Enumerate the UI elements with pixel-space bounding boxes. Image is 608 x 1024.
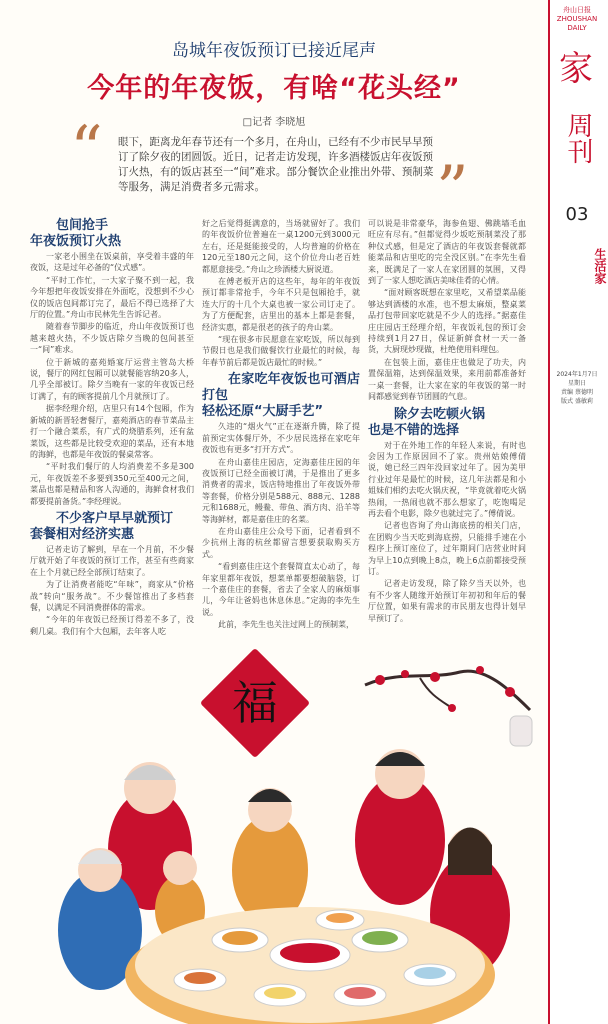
newspaper-logo: 舟山日报 ZHOUSHAN DAILY <box>556 6 598 32</box>
column-3-paragraph: 可以说是非常豪华，海参鱼翅、佛跳墙毛血旺应有尽有。”但都觉得少坂吃预制菜没了那种仪式感，但是定了酒店的年夜饭套餐就都能菜品和店里吃的完全没区别。”在李先生看来，既满足了一家人在家团圆的氛围，又得到了一家人想吃酒店美味佳肴的心情。 <box>368 219 526 286</box>
section-name: 生活家 <box>593 248 607 284</box>
column-2-paragraph: 此前，李先生也关注过网上的预制菜， <box>218 620 354 630</box>
issue-meta <box>552 370 602 406</box>
column-3-paragraph: 记者也咨询了舟山海底捞的相关门店，在团购少当天吃到海底捞，只能排手速在小程序上预订座位了，过年期间门店营业时间为早上10点到晚上8点，晚上6点前都接受预订。 <box>368 521 526 576</box>
family-dinner-illustration <box>40 740 540 1024</box>
column-1-heading-2: 不少客户早早就预订 套餐相对经济实惠 <box>30 510 174 542</box>
article-lead: 眼下，距离龙年春节还有一个多月，在舟山，已经有不少市民早早预订了除夕夜的团圆饭。近日，记者走访发现，许多酒楼饭店年夜饭预订火热，有的饭店甚至一“间”难求。部分餐饮企业推出外带、预制菜等服务，满足消费者多元需求。 <box>118 136 434 193</box>
column-1-paragraph: “平时我们餐厅的人均消费差不多是300元，年夜饭差不多要到350元至400元之间，菜品也都是精品和客人沟通的，海鲜食材我们都要提前备货。”李经理说。 <box>30 462 194 506</box>
column-2-paragraph: “现在很多市民愿意在家吃饭，所以每到节假日也是我们做餐饮行业最忙的时候，每年春节前后都是饭店最忙的时候。” <box>202 335 360 367</box>
column-char: 家 <box>559 49 593 89</box>
article-column-1 <box>30 218 194 770</box>
article-column-3 <box>368 218 526 688</box>
column-2-paragraph: 久违的“烟火气”正在逐渐升腾，除了提前预定实体餐厅外，不少居民选择在家吃年夜饭也有更多“打开方式”。 <box>202 422 360 455</box>
plum-blossom-illustration <box>360 650 540 750</box>
column-1-paragraph: 位于新城的嘉苑婚宴厅运营主管岛大桥说，餐厅的网红包厢可以就餐能容纳20多人，几乎全部被订。除夕当晚有一家的年夜饭已经订满了，有的顾客提前几个月就预订了。 <box>30 357 194 401</box>
newspaper-sidebar <box>550 0 607 1024</box>
column-3-paragraph: 对于在外地工作的年轻人来说，有时也会因为工作原因回不了家。贵州姑娘傅倩说，她已经三四年没回家过年了。因为美甲行业过年是最忙的时候，这几年法都是和小姐妹们相约去吃火锅庆祝，“毕竟就着吃火锅热闹，一热闹也就不那么想家了，吃饱喝足再去看个电影，除夕也就过完了。”傅倩说。 <box>368 440 526 518</box>
open-quote-icon: “ <box>70 113 103 187</box>
page-number: 03 <box>565 204 589 225</box>
column-2-heading: 在家吃年夜饭也可酒店打包 轻松还原“大厨手艺” <box>202 372 360 420</box>
column-2-paragraph: 在舟山嘉佳庄园店，定海嘉佳庄园的年夜饭预订已经全面被订满，于是推出了更多消费者的需求，饭店特地推出了年夜饭外带等套餐，价格分别是588元、888元、1288元和1688元，鳗鲞、带鱼、酒方肉、沿羊等等海鲜材，都是嘉佳庄的名菜。 <box>202 457 360 524</box>
issue-layout: 版式 盛敏莉 <box>561 398 593 405</box>
column-3-heading: 除夕去吃顿火锅 也是不错的选择 <box>368 406 486 438</box>
column-2-paragraph: “看到嘉佳庄这个套餐简直太心动了，每年家里都年夜饭，想菜单都要想破脑袋，订一个嘉佳庄的套餐，省去了全家人的麻烦事儿，今年让爸妈也休息休息。”定海的李先生说。 <box>202 562 360 617</box>
column-1-paragraph: “今年的年夜饭已经预订得差不多了，没剩几桌。我们有个大包厢，去年客人吃 <box>30 615 194 636</box>
column-3-paragraph: 在包装上面，嘉佳庄也做足了功夫，内置保温箱，达到保温效果，来用前都准备好一桌一套餐，让大家在家的年夜饭的第一时间都感觉到春节团圆的气息。 <box>368 357 526 402</box>
issue-weekday: 星期日 <box>567 380 586 387</box>
column-1-paragraph: 随着春节脚步的临近，舟山年夜饭预订也越来越火热，不少饭店除夕当晚的包间甚至一“间”难求。 <box>30 322 194 355</box>
article-headline: 今年的年夜饭，有啥“花头经” <box>87 73 461 104</box>
issue-date: 2024年1月7日 <box>556 371 598 378</box>
column-1-paragraph: 记者走访了解到，早在一个月前，不少餐厅就开始了年夜饭的预订工作，甚至有些商家在上个月就已经全部预订结束了。 <box>30 544 194 577</box>
issue-editor: 责编 蔡德明 <box>561 389 593 396</box>
article-column-2 <box>202 218 360 654</box>
column-1-paragraph: “平时工作忙，一大家子聚不到一起，我今年想把年夜饭安排在外面吃，没想到不少心仪的饭店包间都订完了，最后不得已选择了大厅的位置。”舟山市民林先生告诉记者。 <box>30 275 194 320</box>
column-1-paragraph: 为了让消费者能吃“年味”，商家从“价格战”转向“服务战”。不少餐馆推出了多档套餐，以满足不同消费群体的需求。 <box>30 580 194 612</box>
column-3-paragraph: “面对顾客既想在家里吃，又希望菜品能够达到酒楼的水准，也不想太麻烦，整桌菜品打包带回家吃就是不少人的选择。”据嘉佳庄庄园店王经理介绍，年夜饭礼包的预订会持续到1月27日，保证新鲜食材一天一备货，大厨现炒现做，杜绝使用料理包。 <box>368 288 526 355</box>
column-1-heading: 包间抢手 年夜饭预订火热 <box>30 218 122 249</box>
fu-character: 福 <box>232 676 278 730</box>
column-2-paragraph: 好之后觉得挺满意的，当场就留好了。我们的年夜饭价位普遍在一桌1200元到3000元左右，还是挺能接受的，人均普遍的价格在120元至180元之间，这个价位舟山老百姓都愿意接受。”舟山之珍酒楼大厨说道。 <box>202 219 360 274</box>
column-2-paragraph: 在傅老板开店的这些年，每年的年夜饭预订都非常抢手，今年不只是包厢抢手，就连大厅的十几个大桌也被一家公司订走了。为了方便配套，店里出的基本上都是套餐，经济实惠，都是很老的孩子的舟山菜。 <box>202 277 360 332</box>
column-3-paragraph: 记者走访发现，除了除夕当天以外，也有不少客人随缘开始预订年初初和年后的餐厅位置，如果有需求的市民朋友也得计划早早预订了。 <box>368 579 526 623</box>
close-quote-icon: ” <box>436 153 469 227</box>
column-2-paragraph: 在舟山嘉佳庄公众号下面，记者看到不少抗州上海的杭丝都留言想要获取购买方式。 <box>202 526 360 559</box>
article-byline: □记者 李晓旭 <box>242 117 306 128</box>
article-kicker: 岛城年夜饭预订已接近尾声 <box>172 41 376 61</box>
column-1-paragraph: 据李经理介绍，店里只有14个包厢，作为新城的新晋轻奢餐厅，嘉苑酒店的春节菜品主打一个融合菜系，有广式的烧腊系列，还有盆菜饭，这些都是比较受欢迎的菜品，还有本地的海鲜，也都是年夜饭的餐桌常客。 <box>30 404 194 459</box>
column-1-paragraph: 一家老小围坐在饭桌前，享受着丰盛的年夜饭，这是过年必备的“仪式感”。 <box>30 252 194 273</box>
column-name: 周刊 <box>563 112 593 164</box>
